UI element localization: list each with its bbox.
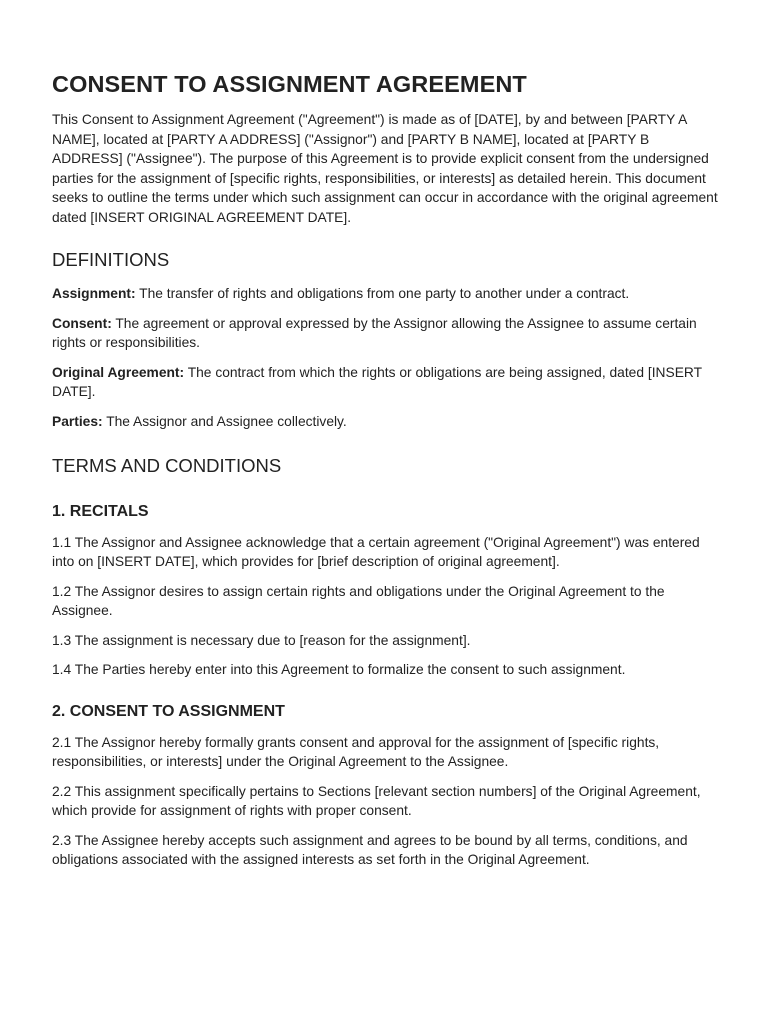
definition-assignment (52, 284, 718, 304)
definition-term: Consent: (52, 315, 112, 331)
clause-2-1: 2.1 The Assignor hereby formally grants consent and approval for the assignment of [specific rights, responsibilities, or interests] under the Original Agreement to the Assignee. (52, 734, 660, 770)
definition-text: The agreement or approval expressed by the Assignor allowing the Assignee to assume certain rights or responsibilities. (52, 315, 697, 351)
clause-1-2: 1.2 The Assignor desires to assign certain rights and obligations under the Original Agreement to the Assignee. (52, 583, 665, 619)
definition-parties (52, 412, 718, 432)
terms-heading: TERMS AND CONDITIONS (52, 455, 282, 477)
definition-term: Original Agreement: (52, 364, 185, 380)
definition-term: Assignment: (52, 286, 136, 302)
clause-1-4: 1.4 The Parties hereby enter into this Agreement to formalize the consent to such assignment. (52, 662, 626, 678)
definition-text: The Assignor and Assignee collectively. (102, 413, 347, 429)
recitals-heading: 1. RECITALS (52, 502, 149, 520)
consent-to-assignment-heading: 2. CONSENT TO ASSIGNMENT (52, 702, 285, 720)
document-title: CONSENT TO ASSIGNMENT AGREEMENT (52, 71, 527, 97)
definition-term: Parties: (52, 413, 103, 429)
intro-paragraph: This Consent to Assignment Agreement ("Agreement") is made as of [DATE], by and between [PARTY A NAME], located at [PARTY A ADDRESS] ("Assignor") and [PARTY B NAME], located at [PARTY B ADDRESS] ("Assignee"). The purpose of this Agreement is to provide explicit consent from the undersigned parties for the assignment of [specific rights, responsibilities, or interests] as detailed herein. This document seeks to outline the terms under which such assignment can occur in accordance with the original agreement dated [INSERT ORIGINAL AGREEMENT DATE]. (52, 112, 718, 225)
definition-consent (52, 314, 718, 353)
clause-1-3: 1.3 The assignment is necessary due to [reason for the assignment]. (52, 632, 471, 648)
definition-text: The contract from which the rights or obligations are being assigned, dated [INSERT DATE]. (52, 364, 702, 400)
definitions-heading: DEFINITIONS (52, 249, 170, 271)
clause-2-2: 2.2 This assignment specifically pertains to Sections [relevant section numbers] of the Original Agreement, which provide for assignment of rights with proper consent. (52, 783, 701, 819)
definition-text: The transfer of rights and obligations from one party to another under a contract. (135, 286, 630, 302)
clause-1-1: 1.1 The Assignor and Assignee acknowledge that a certain agreement ("Original Agreement") was entered into on [INSERT DATE], which provides for [brief description of original agreement]. (52, 534, 700, 570)
clause-2-3: 2.3 The Assignee hereby accepts such assignment and agrees to be bound by all terms, conditions, and obligations associated with the assigned interests as set forth in the Original Agreement. (52, 832, 688, 868)
definition-original-agreement (52, 363, 718, 402)
